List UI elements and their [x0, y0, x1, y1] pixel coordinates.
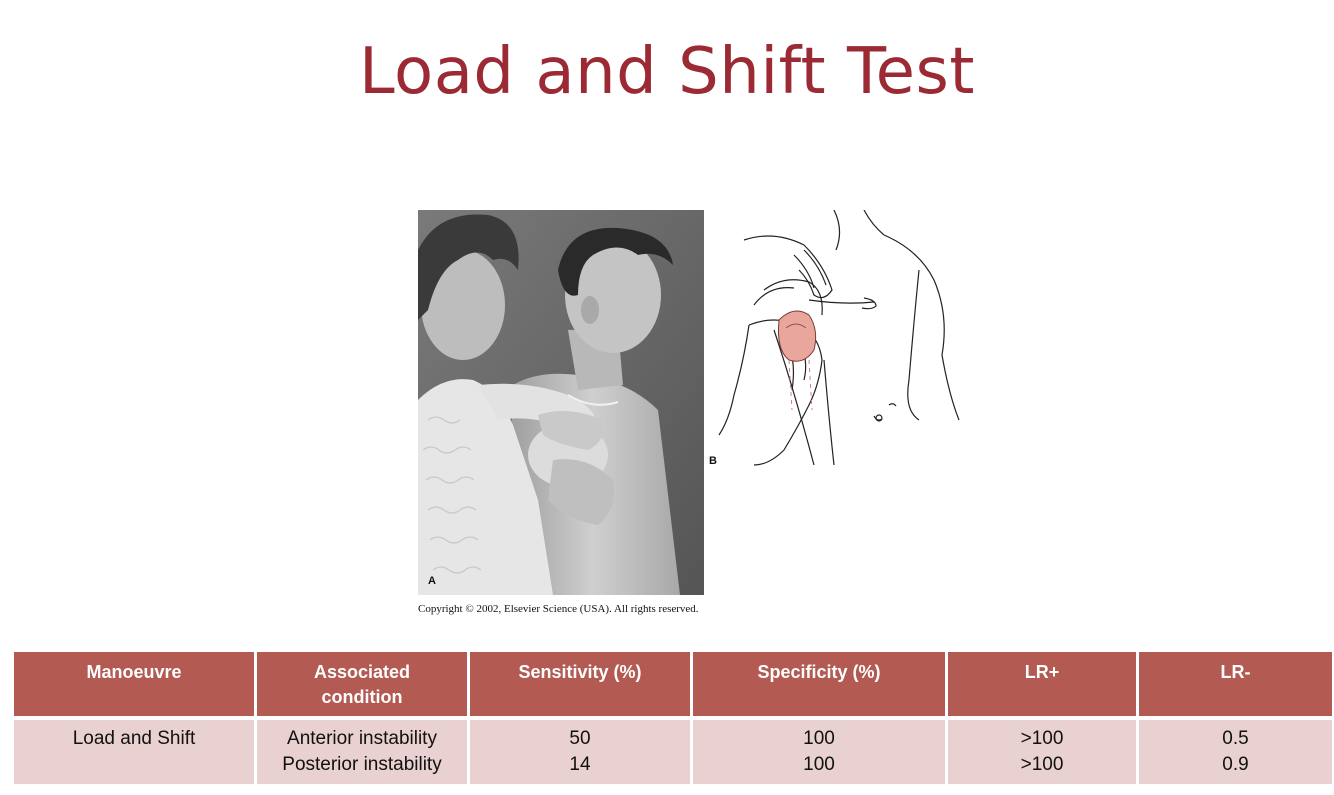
cell-condition-anterior: Anterior instability [287, 728, 437, 749]
cell-lr-minus-posterior: 0.9 [1222, 754, 1249, 775]
cell-specificity [693, 720, 945, 784]
cell-manoeuvre: Load and Shift [14, 720, 254, 784]
diagnostic-table [14, 648, 1326, 788]
cell-lr-minus [1139, 720, 1332, 784]
header-condition-line2: condition [321, 687, 403, 707]
photo-panel-a [418, 210, 704, 595]
copyright-caption: Copyright © 2002, Elsevier Science (USA). All rights reserved. [418, 603, 699, 615]
header-associated-condition [257, 652, 467, 716]
statistics-table [11, 648, 1334, 788]
table-row [14, 720, 1332, 784]
header-lr-minus: LR- [1139, 652, 1332, 716]
cell-condition [257, 720, 467, 784]
cell-lr-plus [948, 720, 1136, 784]
panel-label-b: B [709, 455, 717, 467]
cell-lr-minus-anterior: 0.5 [1222, 728, 1249, 749]
slide-title: Load and Shift Test [359, 35, 975, 109]
cell-sensitivity-anterior: 50 [569, 728, 591, 749]
shoulder-line-drawing [714, 210, 974, 480]
header-manoeuvre: Manoeuvre [14, 652, 254, 716]
cell-lr-plus-anterior: >100 [1020, 728, 1064, 749]
drawing-panel-b [714, 210, 974, 480]
cell-specificity-anterior: 100 [803, 728, 835, 749]
cell-condition-posterior: Posterior instability [282, 754, 442, 775]
cell-sensitivity [470, 720, 690, 784]
cell-lr-plus-posterior: >100 [1020, 754, 1064, 775]
panel-label-a: A [428, 575, 436, 587]
header-specificity: Specificity (%) [693, 652, 945, 716]
header-condition-line1: Associated [313, 662, 411, 682]
cell-sensitivity-posterior: 14 [569, 754, 591, 775]
cell-specificity-posterior: 100 [803, 754, 835, 775]
examination-photo [418, 210, 704, 595]
figure [418, 210, 978, 630]
header-sensitivity: Sensitivity (%) [470, 652, 690, 716]
header-lr-plus: LR+ [948, 652, 1136, 716]
table-header-row [14, 652, 1332, 716]
